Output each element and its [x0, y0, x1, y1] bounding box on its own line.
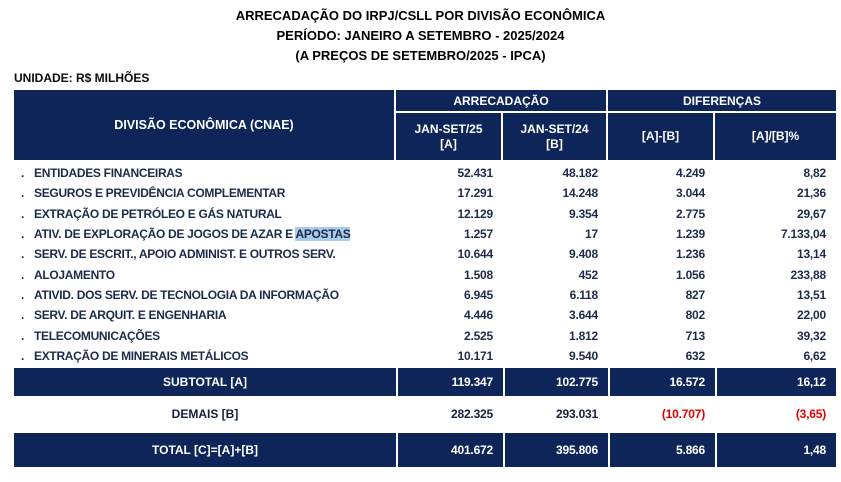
- demais-jan-set-24: 293.031: [556, 407, 598, 422]
- value-jan-set-25: 17.291: [457, 186, 493, 201]
- row-label: [14, 186, 396, 200]
- unit-label: UNIDADE: R$ MILHÕES: [14, 71, 150, 85]
- highlighted-text: APOSTAS: [295, 227, 351, 242]
- row-label: [14, 166, 396, 180]
- value-pct: 7.133,04: [780, 227, 826, 242]
- header-group-row: [396, 90, 836, 113]
- row-label: [14, 288, 396, 302]
- value-jan-set-25: 10.644: [457, 247, 493, 262]
- header-col-b-period: JAN-SET/24: [520, 121, 589, 136]
- total-row: [14, 433, 836, 467]
- row-label-text: TELECOMUNICAÇÕES: [34, 328, 160, 343]
- value-jan-set-25: 6.945: [463, 287, 493, 302]
- header-col-diff-label: [A]-[B]: [641, 129, 680, 143]
- collection-table: [14, 90, 836, 467]
- value-pct: 22,00: [796, 308, 826, 323]
- row-label: [14, 207, 396, 221]
- value-diff: 3.044: [675, 186, 705, 201]
- header-division: DIVISÃO ECONÔMICA (CNAE): [14, 90, 396, 160]
- subtotal-row: [14, 368, 836, 396]
- subtotal-jan-set-24: 102.775: [503, 368, 608, 396]
- table-row: [14, 346, 836, 366]
- value-jan-set-25: 1.508: [463, 267, 493, 282]
- total-jan-set-24: 395.806: [503, 433, 608, 467]
- value-diff: 802: [685, 308, 705, 323]
- row-label: [14, 247, 396, 261]
- value-pct: 233,88: [790, 267, 826, 282]
- report-title-line-1: ARRECADAÇÃO DO IRPJ/CSLL POR DIVISÃO ECONÔMICA: [235, 8, 606, 23]
- value-pct: 8,82: [803, 166, 826, 181]
- row-label-text: EXTRAÇÃO DE PETRÓLEO E GÁS NATURAL: [34, 206, 282, 221]
- value-pct: 6,62: [803, 348, 826, 363]
- row-label: [14, 308, 396, 322]
- row-bullet: .: [21, 247, 25, 262]
- table-body: [14, 160, 836, 366]
- value-diff: 4.249: [675, 166, 705, 181]
- header-sub-row: [396, 113, 836, 160]
- demais-row: [14, 397, 836, 432]
- table-row: [14, 244, 836, 264]
- row-label: [14, 349, 396, 363]
- row-label-text: SEGUROS E PREVIDÊNCIA COMPLEMENTAR: [34, 186, 286, 201]
- value-jan-set-24: 1.812: [568, 328, 598, 343]
- header-col-a-period: JAN-SET/25: [414, 121, 483, 136]
- subtotal-diff: 16.572: [608, 368, 715, 396]
- value-pct: 13,14: [796, 247, 826, 262]
- value-diff: 632: [685, 348, 705, 363]
- header-col-b-tag: [B]: [546, 136, 563, 151]
- row-bullet: .: [21, 186, 25, 201]
- table-row: [14, 183, 836, 203]
- value-jan-set-24: 6.118: [569, 287, 598, 302]
- table-row: [14, 264, 836, 284]
- value-jan-set-25: 12.129: [457, 206, 493, 221]
- subtotal-jan-set-25: 119.347: [396, 368, 503, 396]
- value-jan-set-24: 9.540: [568, 348, 598, 363]
- value-diff: 2.775: [675, 206, 705, 221]
- value-jan-set-24: 17: [585, 227, 598, 242]
- demais-jan-set-25: 282.325: [451, 407, 493, 422]
- total-jan-set-25: 401.672: [396, 433, 503, 467]
- row-bullet: .: [21, 267, 25, 282]
- value-jan-set-24: 48.182: [562, 166, 598, 181]
- row-label-text: EXTRAÇÃO DE MINERAIS METÁLICOS: [34, 348, 249, 363]
- row-bullet: .: [21, 308, 25, 323]
- report-title-block: [0, 0, 841, 66]
- value-jan-set-25: 1.257: [463, 227, 493, 242]
- value-jan-set-25: 2.525: [463, 328, 493, 343]
- header-right-block: [396, 90, 836, 160]
- value-pct: 13,51: [796, 287, 826, 302]
- demais-label: DEMAIS [B]: [171, 407, 239, 422]
- row-label: [14, 268, 396, 282]
- table-row: [14, 305, 836, 325]
- total-diff: 5.866: [608, 433, 715, 467]
- value-diff: 1.236: [675, 247, 705, 262]
- demais-pct-negative: (3,65): [795, 407, 826, 422]
- header-col-jan-set-25: [396, 113, 503, 160]
- value-jan-set-24: 9.408: [568, 247, 598, 262]
- value-jan-set-24: 14.248: [562, 186, 598, 201]
- demais-diff-negative: (10.707): [661, 407, 705, 422]
- header-group-diferencas: DIFERENÇAS: [682, 93, 761, 108]
- value-jan-set-24: 452: [578, 267, 598, 282]
- header-group-arrecadacao: ARRECADAÇÃO: [396, 90, 608, 111]
- value-diff: 713: [685, 328, 705, 343]
- header-col-a-tag: [A]: [440, 136, 457, 151]
- row-label: [14, 227, 396, 241]
- value-diff: 1.056: [675, 267, 705, 282]
- row-bullet: .: [21, 328, 25, 343]
- total-label: TOTAL [C]=[A]+[B]: [152, 442, 258, 457]
- header-col-diff: [608, 113, 715, 160]
- row-label-text: SERV. DE ESCRIT., APOIO ADMINIST. E OUTROS SERV.: [34, 247, 336, 262]
- total-pct: 1,48: [715, 433, 836, 467]
- value-jan-set-24: 9.354: [568, 206, 598, 221]
- value-jan-set-24: 3.644: [568, 308, 598, 323]
- value-pct: 29,67: [796, 206, 826, 221]
- row-bullet: .: [21, 287, 25, 302]
- value-jan-set-25: 4.446: [463, 308, 493, 323]
- header-col-pct: [715, 113, 836, 160]
- header-col-pct-label: [A]/[B]%: [751, 129, 800, 143]
- table-header: [14, 90, 836, 160]
- row-bullet: .: [21, 166, 25, 181]
- row-label: [14, 329, 396, 343]
- value-jan-set-25: 52.431: [457, 166, 493, 181]
- table-row: [14, 285, 836, 305]
- value-diff: 1.239: [675, 227, 705, 242]
- row-bullet: .: [21, 227, 25, 242]
- row-label-text: ALOJAMENTO: [34, 267, 115, 282]
- subtotal-label: SUBTOTAL [A]: [163, 374, 247, 389]
- table-row: [14, 224, 836, 244]
- table-row: [14, 163, 836, 183]
- value-pct: 21,36: [796, 186, 826, 201]
- row-label-text: ENTIDADES FINANCEIRAS: [34, 166, 183, 181]
- row-label-text: SERV. DE ARQUIT. E ENGENHARIA: [34, 308, 227, 323]
- row-label-text: ATIVID. DOS SERV. DE TECNOLOGIA DA INFORMAÇÃO: [34, 287, 339, 302]
- table-row: [14, 204, 836, 224]
- report-title-line-3: (A PREÇOS DE SETEMBRO/2025 - IPCA): [295, 48, 546, 63]
- header-col-jan-set-24: [503, 113, 608, 160]
- row-bullet: .: [21, 348, 25, 363]
- report-title-line-2: PERÍODO: JANEIRO A SETEMBRO - 2025/2024: [276, 28, 565, 43]
- row-label-text: ATIV. DE EXPLORAÇÃO DE JOGOS DE AZAR E APOSTAS: [34, 227, 351, 242]
- row-bullet: .: [21, 206, 25, 221]
- table-row: [14, 325, 836, 345]
- subtotal-pct: 16,12: [715, 368, 836, 396]
- value-diff: 827: [685, 287, 705, 302]
- value-pct: 39,32: [796, 328, 826, 343]
- value-jan-set-25: 10.171: [457, 348, 493, 363]
